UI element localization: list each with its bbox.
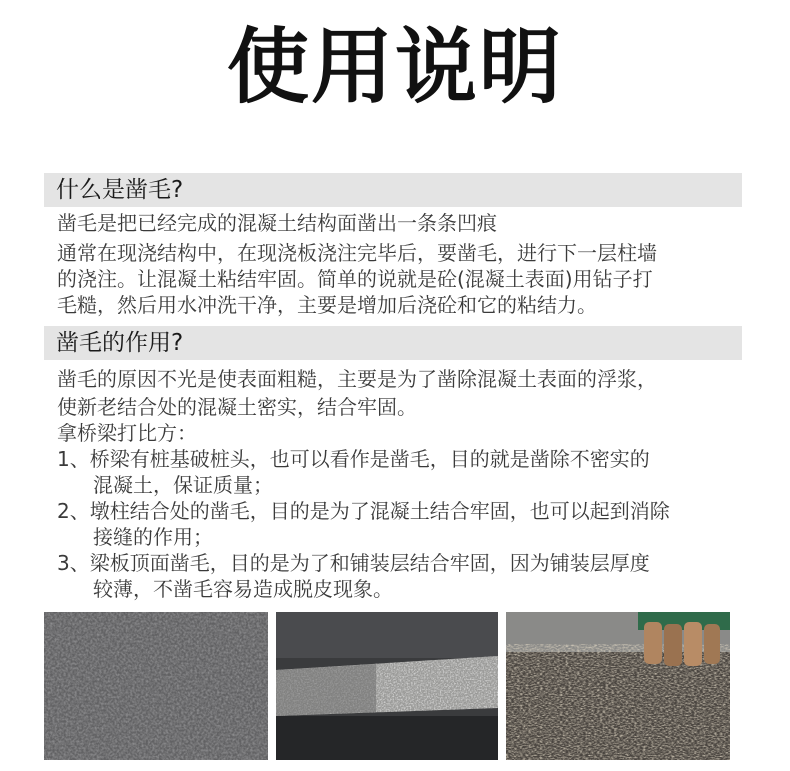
photo-chiseled-concrete xyxy=(44,612,268,760)
list-item-2: 2、墩柱结合处的凿毛，目的是为了混凝土结合牢固，也可以起到消除 xyxy=(57,499,670,523)
section-heading-purpose xyxy=(44,326,742,360)
page-title: 使用说明 xyxy=(226,20,563,115)
section-heading-what-is-chiseling xyxy=(44,173,742,207)
list-item-2-continued: 接缝的作用； xyxy=(93,525,213,549)
section-heading-text: 什么是凿毛? xyxy=(56,177,184,203)
photo-chiseled-band-wall xyxy=(276,612,498,760)
list-item-3: 3、梁板顶面凿毛，目的是为了和铺装层结合牢固，因为铺装层厚度 xyxy=(57,551,650,575)
list-item-1-continued: 混凝土，保证质量； xyxy=(93,473,273,497)
section-heading-text: 凿毛的作用? xyxy=(56,330,184,356)
paragraph-line: 的浇注。让混凝土粘结牢固。简单的说就是砼(混凝土表面)用钻子打 xyxy=(57,267,653,291)
paragraph-line: 毛糙，然后用水冲洗干净，主要是增加后浇砼和它的粘结力。 xyxy=(57,293,597,317)
list-item-1: 1、桥梁有桩基破桩头，也可以看作是凿毛，目的就是凿除不密实的 xyxy=(57,447,650,471)
list-item-3-continued: 较薄，不凿毛容易造成脱皮现象。 xyxy=(93,577,393,601)
paragraph-line: 拿桥梁打比方： xyxy=(57,421,197,445)
paragraph-line: 使新老结合处的混凝土密实，结合牢固。 xyxy=(57,395,417,419)
paragraph-line: 凿毛是把已经完成的混凝土结构面凿出一条条凹痕 xyxy=(57,211,497,235)
photo-chiseled-slab-drill xyxy=(506,612,730,760)
paragraph-line: 通常在现浇结构中，在现浇板浇注完毕后，要凿毛，进行下一层柱墙 xyxy=(57,241,657,265)
paragraph-line: 凿毛的原因不光是使表面粗糙，主要是为了凿除混凝土表面的浮浆， xyxy=(57,367,657,391)
